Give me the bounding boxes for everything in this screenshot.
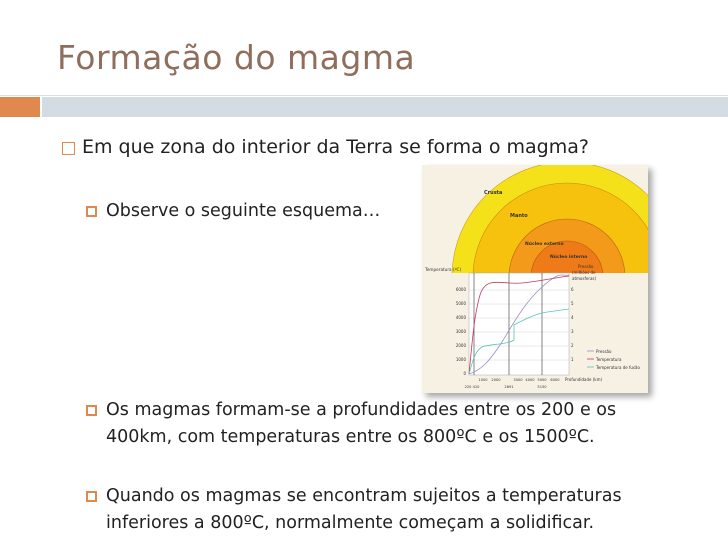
bullet-text-4-line-2: inferiores a 800ºC, normalmente começam a solidificar. <box>106 513 595 533</box>
temp-tick: 5000 <box>455 301 466 306</box>
header-bar <box>42 97 728 117</box>
depth-axis-title: Profundidade (km) <box>565 377 603 382</box>
bullet-text-1: Em que zona do interior da Terra se forma o magma? <box>82 136 589 158</box>
depth-tick: 6000 <box>550 378 560 382</box>
temp-tick: 6000 <box>455 287 466 292</box>
pressure-tick: 2 <box>571 343 574 348</box>
legend-melting-temperature: Temperatura de fusão <box>596 365 640 370</box>
bullet-marker-4 <box>86 491 97 502</box>
depth-tick: 1000 <box>478 378 488 382</box>
pressure-tick: 6 <box>571 287 574 292</box>
pressure-tick: 4 <box>571 315 574 320</box>
temp-tick: 2000 <box>455 343 466 348</box>
temp-tick: 1000 <box>455 357 466 362</box>
temp-tick: 3000 <box>455 329 466 334</box>
pressure-axis-title-2: (milhões de <box>572 270 596 275</box>
title-divider-line <box>0 95 728 96</box>
slide-title: Formação do magma <box>57 38 416 77</box>
temperature-axis-title: Temperatura (ºC) <box>425 267 462 272</box>
depth-tick: 5000 <box>537 378 547 382</box>
pressure-tick: 5 <box>571 301 574 306</box>
earth-interior-figure <box>422 165 648 393</box>
depth-tick: 2891 <box>504 385 514 389</box>
layer-label-crusta: Crusta <box>484 190 503 196</box>
bullet-marker-3 <box>86 405 97 416</box>
depth-tick: 3000 <box>513 378 523 382</box>
depth-tick: 5150 <box>537 385 547 389</box>
depth-tick: 2000 <box>491 378 501 382</box>
pressure-tick: 1 <box>571 357 574 362</box>
earth-interior-diagram-icon <box>422 165 648 393</box>
bullet-text-3-line-1: Os magmas formam-se a profundidades entre os 200 e os <box>106 400 617 420</box>
legend-temperature: Temperatura <box>596 357 622 362</box>
graph-area <box>469 273 569 375</box>
legend-pressure: Pressão <box>596 349 612 354</box>
pressure-axis-title-3: atmosferas) <box>572 276 597 281</box>
accent-bar <box>0 97 40 117</box>
bullet-text-4-line-1: Quando os magmas se encontram sujeitos a temperaturas <box>106 486 622 506</box>
bullet-marker-2 <box>86 206 97 217</box>
layer-label-manto: Manto <box>510 213 528 219</box>
depth-tick: 4000 <box>525 378 535 382</box>
depth-tick: 220 410 <box>464 385 480 389</box>
pressure-tick: 3 <box>571 329 574 334</box>
temp-tick: 0 <box>463 371 466 376</box>
bullet-text-3-line-2: 400km, com temperaturas entre os 800ºC e os 1500ºC. <box>106 427 595 447</box>
pressure-axis-title-1: Pressão <box>578 264 594 269</box>
bullet-text-2: Observe o seguinte esquema… <box>106 201 381 221</box>
temp-tick: 4000 <box>455 315 466 320</box>
layer-label-nucleo-externo: Núcleo externo <box>525 242 564 247</box>
bullet-marker-1 <box>62 142 75 155</box>
layer-label-nucleo-interno: Núcleo interno <box>550 255 588 260</box>
